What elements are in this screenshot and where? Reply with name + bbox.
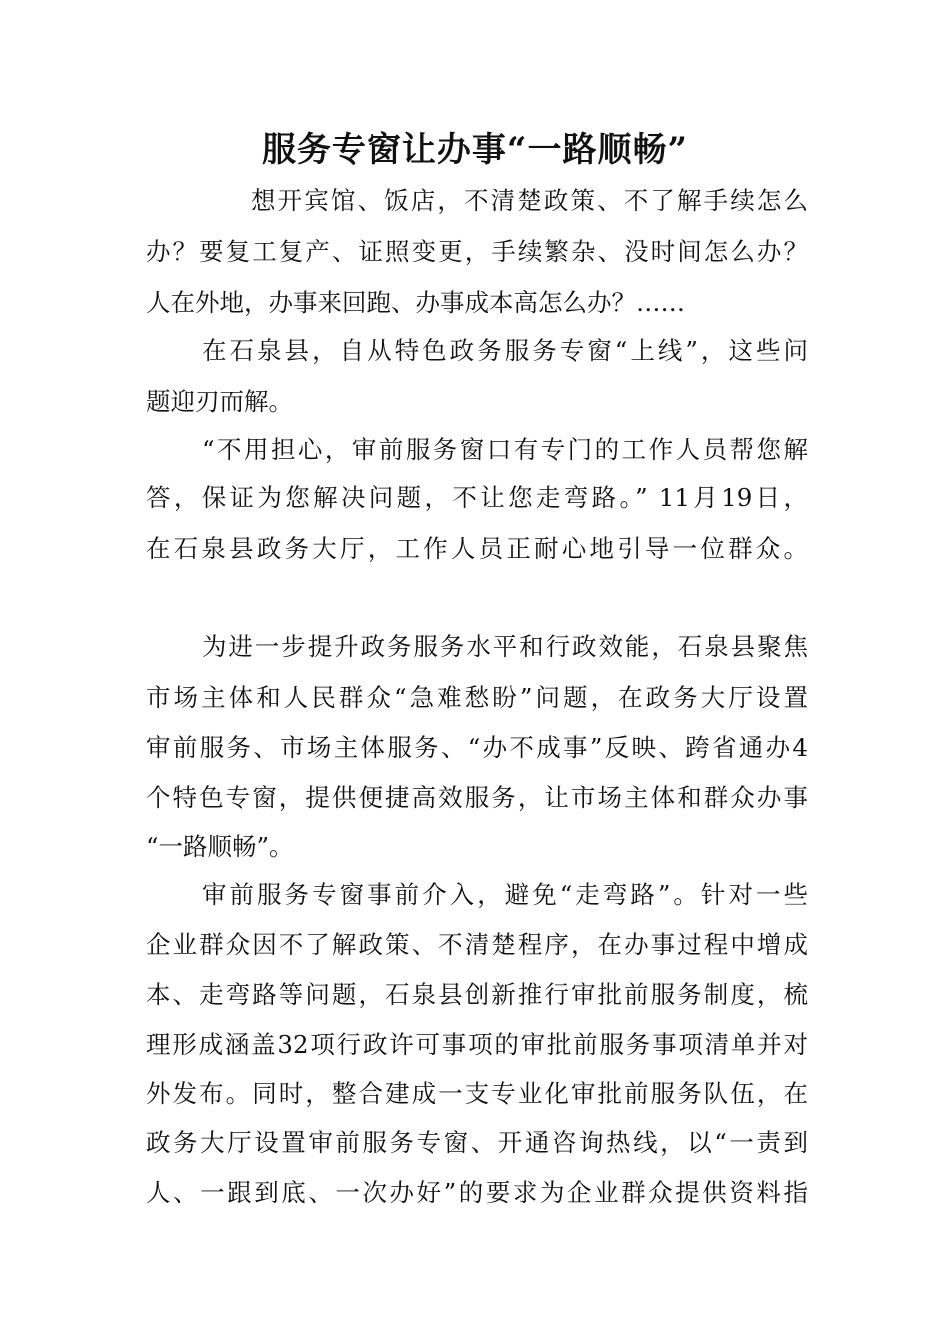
paragraph-line: 为进一步提升政务服务水平和行政效能，石泉县聚焦 <box>202 632 808 661</box>
paragraph-line: 人在外地，办事来回跑、办事成本高怎么办？…… <box>146 288 685 317</box>
paragraph-line: 本、走弯路等问题，石泉县创新推行审批前服务制度，梳 <box>146 980 808 1009</box>
paragraph-line: 审前服务专窗事前介入，避免“走弯路”。针对一些 <box>202 880 808 909</box>
paragraph-line: 人、一跟到底、一次办好”的要求为企业群众提供资料指 <box>146 1178 808 1207</box>
paragraph-line: 题迎刃而解。 <box>146 387 293 416</box>
paragraph-line: 理形成涵盖32项行政许可事项的审批前服务事项清单并对 <box>146 1030 808 1059</box>
document-title: 服务专窗让办事“一路顺畅” <box>261 130 689 170</box>
paragraph-line: 企业群众因不了解政策、不清楚程序，在办事过程中增成 <box>146 930 808 959</box>
paragraph-line: 审前服务、市场主体服务、“办不成事”反映、跨省通办4 <box>146 733 808 762</box>
paragraph-line: 个特色专窗，提供便捷高效服务，让市场主体和群众办事 <box>146 783 808 812</box>
paragraph-line: 答，保证为您解决问题，不让您走弯路。” 11月19日， <box>146 483 808 512</box>
paragraph-line: 办？要复工复产、证照变更，手续繁杂、没时间怎么办？ <box>146 237 808 266</box>
paragraph-line: 在石泉县政务大厅，工作人员正耐心地引导一位群众。 <box>146 534 808 563</box>
paragraph-line: 在石泉县，自从特色政务服务专窗“上线”，这些问 <box>202 336 808 365</box>
paragraph-line: “不用担心，审前服务窗口有专门的工作人员帮您解 <box>202 435 808 464</box>
paragraph-line: 想开宾馆、饭店，不清楚政策、不了解手续怎么 <box>251 186 808 215</box>
paragraph-line: 市场主体和人民群众“急难愁盼”问题，在政务大厅设置 <box>146 683 808 712</box>
paragraph-line: 政务大厅设置审前服务专窗、开通咨询热线，以“一责到 <box>146 1128 808 1157</box>
paragraph-line: “一路顺畅”。 <box>146 832 294 861</box>
paragraph-line: 外发布。同时，整合建成一支专业化审批前服务队伍，在 <box>146 1079 808 1108</box>
